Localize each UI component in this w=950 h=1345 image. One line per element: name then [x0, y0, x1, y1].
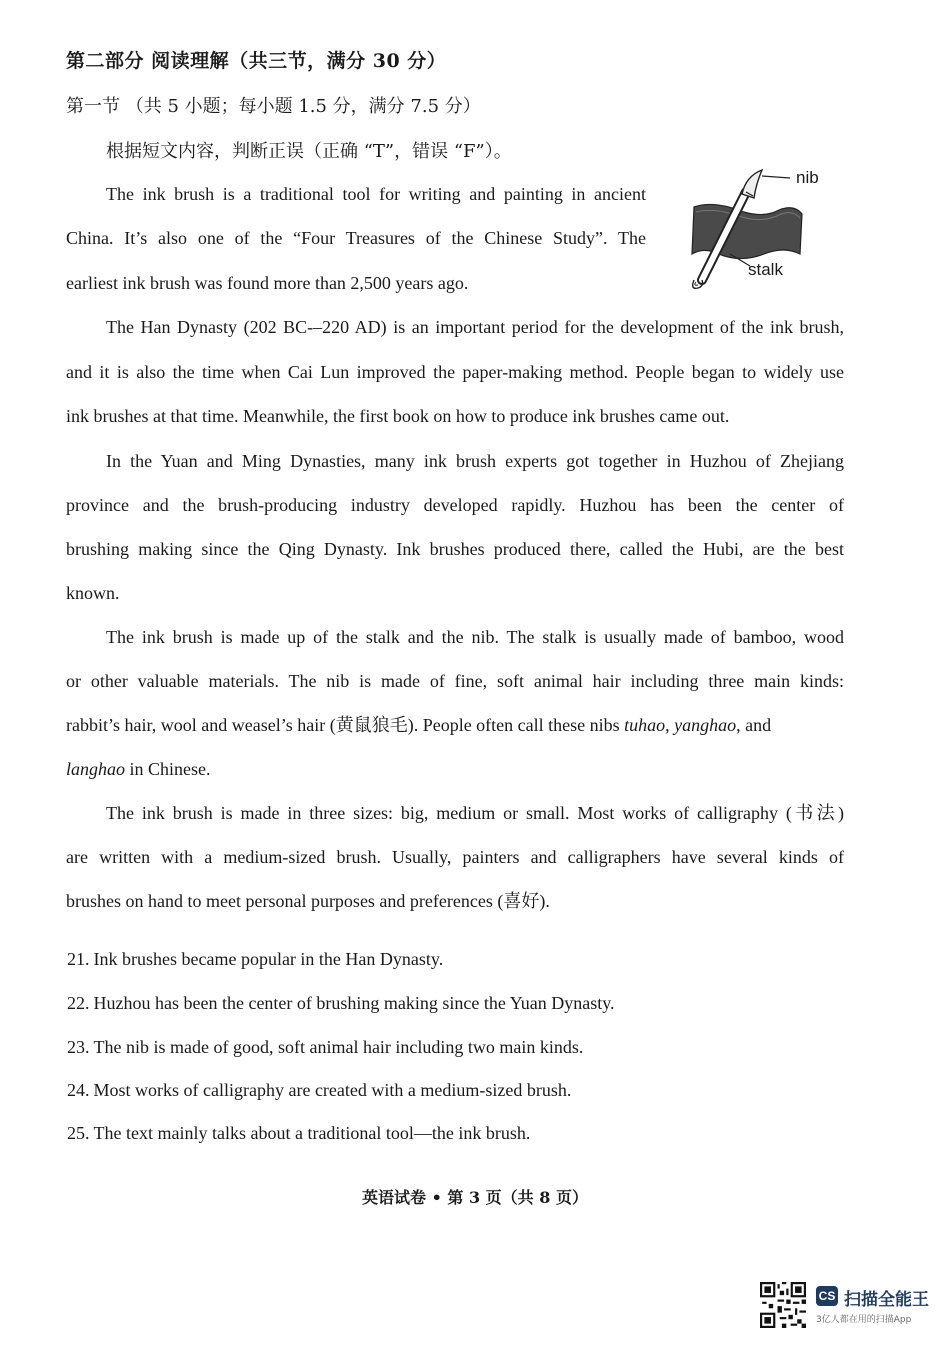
- question-text: Huzhou has been the center of brushing making since the Yuan Dynasty.: [93, 993, 615, 1013]
- passage-line-mixed: [66, 714, 771, 736]
- question-item: [67, 1122, 530, 1144]
- passage-line: brushing making since the Qing Dynasty. Ink brushes produced there, called the Hubi, are the best: [66, 539, 844, 559]
- page-footer: 英语试卷 • 第 3 页（共 8 页）: [362, 1188, 588, 1207]
- question-number: 23.: [67, 1037, 90, 1057]
- label-stalk: stalk: [748, 260, 783, 279]
- question-item: [67, 948, 443, 970]
- instruction: 根据短文内容，判断正误（正确 “T”，错误 “F”）。: [106, 141, 512, 162]
- question-number: 21.: [67, 949, 90, 969]
- question-number: 25.: [67, 1123, 90, 1143]
- passage-line: are written with a medium-sized brush. Usually, painters and calligraphers have several kinds of: [66, 847, 844, 867]
- section-title: 第一节 （共 5 小题；每小题 1.5 分，满分 7.5 分）: [66, 96, 481, 117]
- question-item: [67, 992, 615, 1014]
- passage-line: The ink brush is made up of the stalk and the nib. The stalk is usually made of bamboo, wood: [106, 627, 844, 647]
- passage-line: and it is also the time when Cai Lun improved the paper-making method. People began to widely use: [66, 362, 844, 382]
- scanner-watermark: [760, 1282, 935, 1330]
- question-item: [67, 1079, 571, 1101]
- passage-line: China. It’s also one of the “Four Treasures of the Chinese Study”. The: [66, 228, 646, 248]
- passage-text: rabbit’s hair, wool and weasel’s hair (黄鼠狼毛). People often call these nibs: [66, 715, 620, 735]
- question-text: Ink brushes became popular in the Han Dynasty.: [93, 949, 444, 969]
- qr-code-icon: [760, 1282, 806, 1328]
- term-langhao: langhao: [66, 759, 126, 779]
- label-nib: nib: [796, 168, 819, 187]
- question-text: Most works of calligraphy are created with a medium-sized brush.: [93, 1080, 572, 1100]
- passage-line: The Han Dynasty (202 BC-–220 AD) is an important period for the development of the ink brush,: [106, 317, 844, 337]
- question-text: The nib is made of good, soft animal hair including two main kinds.: [93, 1037, 584, 1057]
- question-number: 22.: [67, 993, 90, 1013]
- cs-logo-icon: CS: [816, 1286, 838, 1306]
- passage-line: earliest ink brush was found more than 2,500 years ago.: [66, 273, 469, 293]
- question-item: [67, 1036, 583, 1058]
- term-tuhao: tuhao: [624, 715, 666, 735]
- passage-text: in Chinese.: [125, 759, 211, 779]
- passage-line: The ink brush is made in three sizes: big, medium or small. Most works of calligraphy (书法): [106, 803, 844, 823]
- part-title: 第二部分 阅读理解（共三节，满分 30 分）: [66, 50, 447, 72]
- passage-line: or other valuable materials. The nib is made of fine, soft animal hair including three main kinds:: [66, 671, 844, 691]
- passage-line: province and the brush-producing industry developed rapidly. Huzhou has been the center of: [66, 495, 844, 515]
- question-text: The text mainly talks about a traditional tool—the ink brush.: [93, 1123, 531, 1143]
- scanner-app-name: 扫描全能王: [844, 1290, 929, 1310]
- ink-brush-figure: [684, 162, 834, 297]
- scanner-tagline: 3亿人都在用的扫描App: [816, 1315, 912, 1325]
- passage-text: , and: [736, 715, 772, 735]
- question-number: 24.: [67, 1080, 90, 1100]
- passage-text: ,: [665, 715, 675, 735]
- passage-line-mixed: [66, 758, 211, 780]
- passage-line: ink brushes at that time. Meanwhile, the first book on how to produce ink brushes came out.: [66, 406, 730, 426]
- passage-line: The ink brush is a traditional tool for writing and painting in ancient: [106, 184, 646, 204]
- passage-line: known.: [66, 583, 120, 603]
- term-yanghao: yanghao: [674, 715, 737, 735]
- passage-line: In the Yuan and Ming Dynasties, many ink brush experts got together in Huzhou of Zhejiang: [106, 451, 844, 471]
- passage-line: brushes on hand to meet personal purposes and preferences (喜好).: [66, 891, 550, 911]
